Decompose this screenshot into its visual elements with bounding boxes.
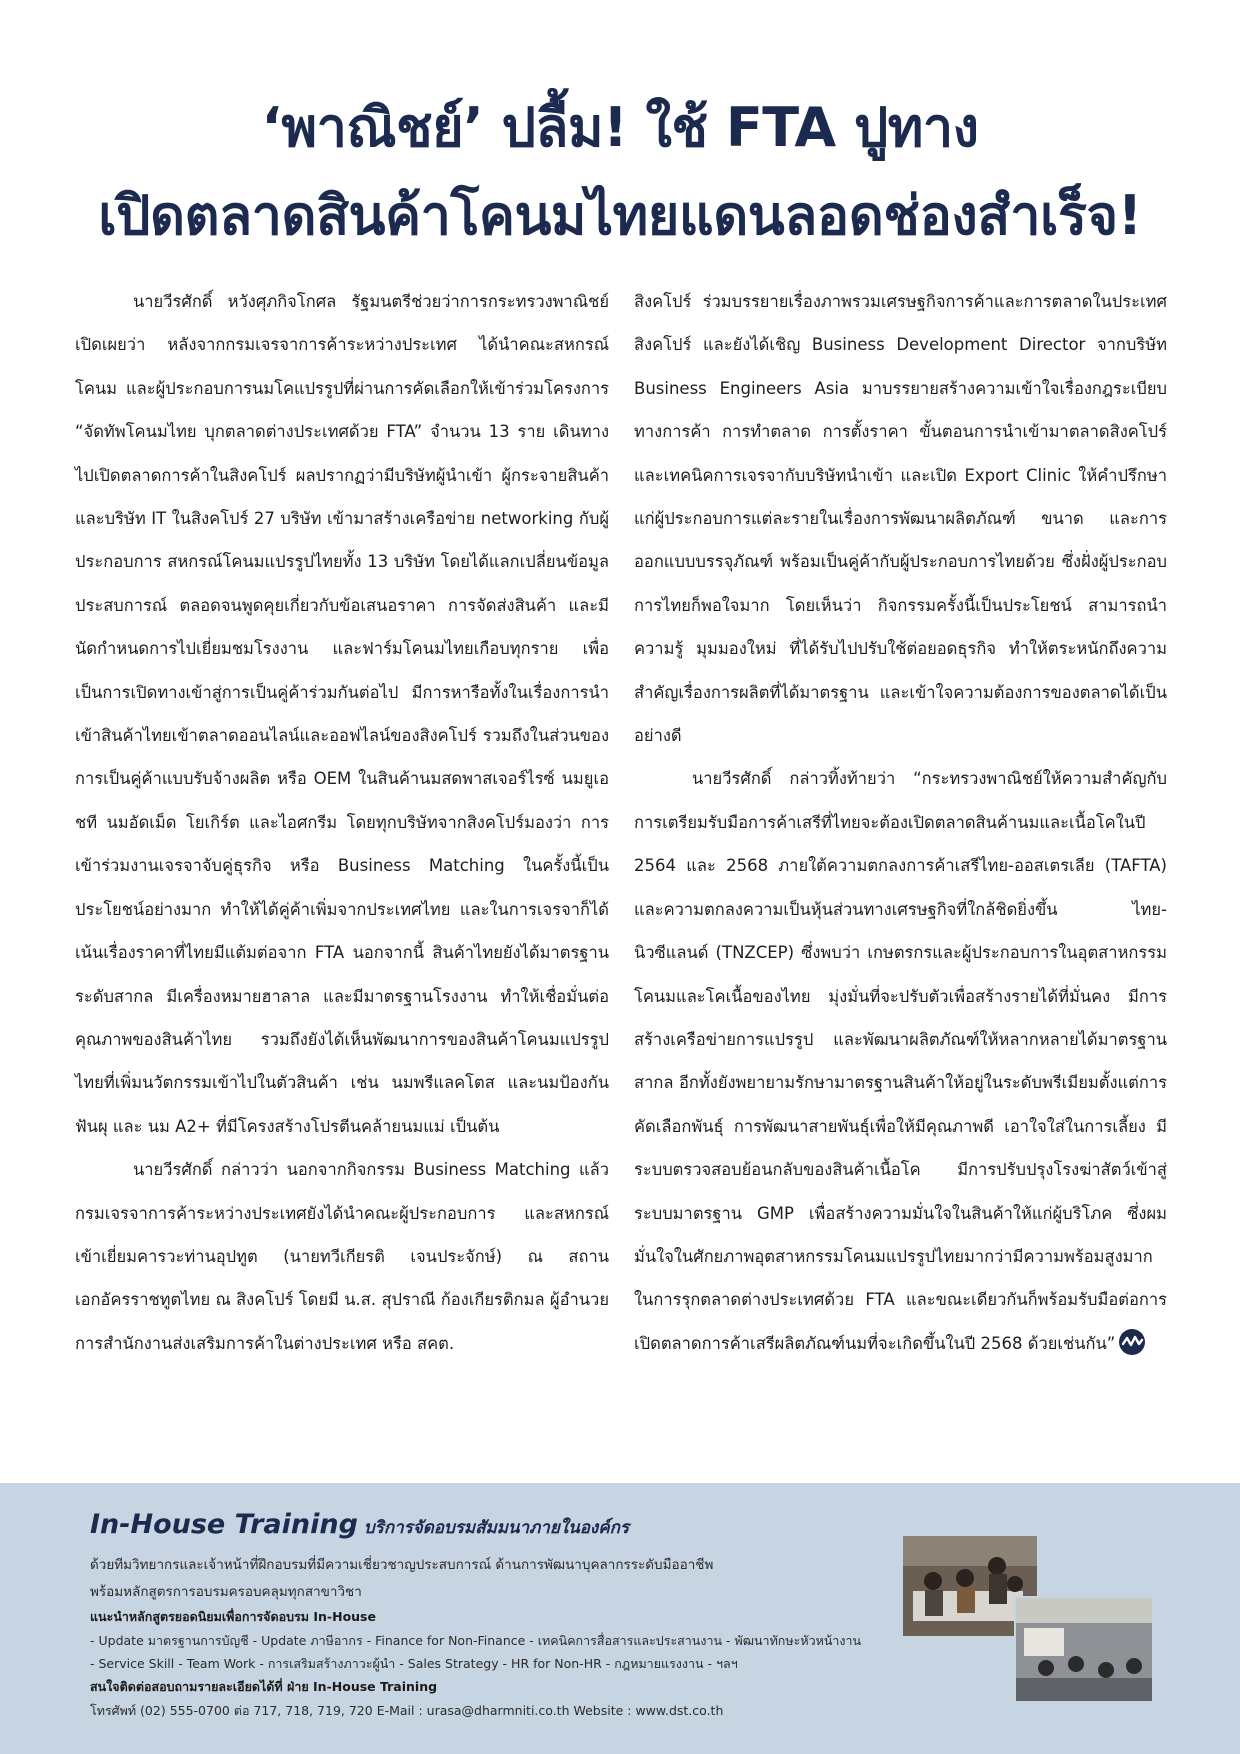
- title-line-2: เปิดตลาดสินค้าโคนมไทยแดนลอดช่องสำเร็จ!: [98, 184, 1142, 247]
- footer-contact-info: โทรศัพท์ (02) 555-0700 ต่อ 717, 718, 719, 720 E-Mail : urasa@dharmniti.co.th Website : www.dst.co.th: [90, 1703, 724, 1718]
- footer-heading: [90, 1509, 629, 1541]
- footer-description-1: ด้วยทีมวิทยากรและเจ้าหน้าที่ฝึกอบรมที่มีความเชี่ยวชาญประสบการณ์ ด้านการพัฒนาบุคลากรระดับมืออาชีพ: [90, 1557, 714, 1573]
- title-line-1: ‘พาณิชย์’ ปลื้ม! ใช้ FTA ปูทาง: [261, 96, 979, 159]
- article-column-left: [75, 280, 609, 1365]
- footer-tagline: บริการจัดอบรมสัมมนาภายในองค์กร: [363, 1518, 630, 1538]
- wave-logo-icon: [1119, 1329, 1145, 1355]
- article-column-right: [634, 280, 1167, 1365]
- footer-brand: In-House Training: [90, 1509, 358, 1540]
- footer-course-list-2: - Service Skill - Team Work - การเสริมสร้างภาวะผู้นำ - Sales Strategy - HR for Non-HR - กฎหมายแรงงาน - ฯลฯ: [90, 1656, 738, 1671]
- footer-recommend-heading: แนะนำหลักสูตรยอดนิยมเพื่อการจัดอบรม In-House: [90, 1609, 376, 1624]
- paragraph-3: [634, 757, 1167, 1365]
- footer-description-2: พร้อมหลักสูตรการอบรมครอบคลุมทุกสาขาวิชา: [90, 1584, 362, 1600]
- paragraph-2-part-2: สิงคโปร์ ร่วมบรรยายเรื่องภาพรวมเศรษฐกิจการค้าและการตลาดในประเทศสิงคโปร์ และยังได้เชิญ Business Development Director จากบริษัท Business Engineers Asia มาบรรยายสร้างความเข้าใจเรื่องกฎระเบียบทางการค้า การทำตลาด การตั้งราคา ขั้นตอนการนำเข้ามาตลาดสิงคโปร์ และเทคนิคการเจรจากับบริษัทนำเข้า และเปิด Export Clinic ให้คำปรึกษาแก่ผู้ประกอบการแต่ละรายในเรื่องการพัฒนาผลิตภัณฑ์ ขนาด และการออกแบบบรรจุภัณฑ์ พร้อมเป็นคู่ค้ากับผู้ประกอบการไทยด้วย ซึ่งฝั่งผู้ประกอบการไทยก็พอใจมาก โดยเห็นว่า กิจกรรมครั้งนี้เป็นประโยชน์ สามารถนำความรู้ มุมมองใหม่ ที่ได้รับไปปรับใช้ต่อยอดธุรกิจ ทำให้ตระหนักถึงความสำคัญเรื่องการผลิตที่ได้มาตรฐาน และเข้าใจความต้องการของตลาดได้เป็นอย่างดี: [634, 292, 1167, 746]
- article-title: [40, 84, 1200, 260]
- footer-banner: [0, 1483, 1240, 1754]
- paragraph-1: นายวีรศักดิ์ หวังศุภกิจโกศล รัฐมนตรีช่วยว่าการกระทรวงพาณิชย์ เปิดเผยว่า หลังจากกรมเจรจาการค้าระหว่างประเทศ ได้นำคณะสหกรณ์โคนม และผู้ประกอบการนมโคแปรรูปที่ผ่านการคัดเลือกให้เข้าร่วมโครงการ “จัดทัพโคนมไทย บุกตลาดต่างประเทศด้วย FTA” จำนวน 13 ราย เดินทางไปเปิดตลาดการค้าในสิงคโปร์ ผลปรากฏว่ามีบริษัทผู้นำเข้า ผู้กระจายสินค้า และบริษัท IT ในสิงคโปร์ 27 บริษัท เข้ามาสร้างเครือข่าย networking กับผู้ประกอบการ สหกรณ์โคนมแปรรูปไทยทั้ง 13 บริษัท โดยได้แลกเปลี่ยนข้อมูล ประสบการณ์ ตลอดจนพูดคุยเกี่ยวกับข้อเสนอราคา การจัดส่งสินค้า และมีนัดกำหนดการไปเยี่ยมชมโรงงาน และฟาร์มโคนมไทยเกือบทุกราย เพื่อเป็นการเปิดทางเข้าสู่การเป็นคู่ค้าร่วมกันต่อไป มีการหารือทั้งในเรื่องการนำเข้าสินค้าไทยเข้าตลาดออนไลน์และออฟไลน์ของสิงคโปร์ รวมถึงในส่วนของการเป็นคู่ค้าแบบรับจ้างผลิต หรือ OEM ในสินค้านมสดพาสเจอร์ไรซ์ นมยูเอชที นมอัดเม็ด โยเกิร์ต และไอศกรีม โดยทุกบริษัทจากสิงคโปร์มองว่า การเข้าร่วมงานเจรจาจับคู่ธุรกิจ หรือ Business Matching ในครั้งนี้เป็นประโยชน์อย่างมาก ทำให้ได้คู่ค้าเพิ่มจากประเทศไทย และในการเจรจาก็ได้เน้นเรื่องราคาที่ไทยมีแต้มต่อจาก FTA นอกจากนี้ สินค้าไทยยังได้มาตรฐานระดับสากล มีเครื่องหมายฮาลาล และมีมาตรฐานโรงงาน ทำให้เชื่อมั่นต่อคุณภาพของสินค้าไทย รวมถึงยังได้เห็นพัฒนาการของสินค้าโคนมแปรรูปไทยที่เพิ่มนวัตกรรมเข้าไปในตัวสินค้า เช่น นมพรีแลคโตส และนมป้องกันฟันผุ และ นม A2+ ที่มีโครงสร้างโปรตีนคล้ายนมแม่ เป็นต้น: [75, 292, 609, 1136]
- paragraph-3-text: นายวีรศักดิ์ กล่าวทิ้งท้ายว่า “กระทรวงพาณิชย์ให้ความสำคัญกับการเตรียมรับมือการค้าเสรีที่ไทยจะต้องเปิดตลาดสินค้านมและเนื้อโคในปี 2564 และ 2568 ภายใต้ความตกลงการค้าเสรีไทย-ออสเตรเลีย (TAFTA) และความตกลงความเป็นหุ้นส่วนทางเศรษฐกิจที่ใกล้ชิดยิ่งขึ้น ไทย-นิวซีแลนด์ (TNZCEP) ซึ่งพบว่า เกษตรกรและผู้ประกอบการในอุตสาหกรรมโคนมและโคเนื้อของไทย มุ่งมั่นที่จะปรับตัวเพื่อสร้างรายได้ที่มั่นคง มีการสร้างเครือข่ายการแปรรูป และพัฒนาผลิตภัณฑ์ให้หลากหลายได้มาตรฐานสากล อีกทั้งยังพยายามรักษามาตรฐานสินค้าให้อยู่ในระดับพรีเมียมตั้งแต่การคัดเลือกพันธุ์ การพัฒนาสายพันธุ์เพื่อให้มีคุณภาพดี เอาใจใส่ในการเลี้ยง มีระบบตรวจสอบย้อนกลับของสินค้าเนื้อโค มีการปรับปรุงโรงฆ่าสัตว์เข้าสู่ระบบมาตรฐาน GMP เพื่อสร้างความมั่นใจในสินค้าให้แก่ผู้บริโภค ซึ่งผมมั่นใจในศักยภาพอุตสาหกรรมโคนมแปรรูปไทยมากว่ามีความพร้อมสูงมากในการรุกตลาดต่างประเทศด้วย FTA และขณะเดียวกันก็พร้อมรับมือต่อการเปิดตลาดการค้าเสรีผลิตภัณฑ์นมที่จะเกิดขึ้นในปี 2568 ด้วยเช่นกัน”: [634, 769, 1167, 1353]
- paragraph-2-part-1: นายวีรศักดิ์ กล่าวว่า นอกจากกิจกรรม Business Matching แล้ว กรมเจรจาการค้าระหว่างประเทศยังได้นำคณะผู้ประกอบการ และสหกรณ์ เข้าเยี่ยมคารวะท่านอุปทูต (นายทวีเกียรติ เจนประจักษ์) ณ สถานเอกอัครราชทูตไทย ณ สิงคโปร์ โดยมี น.ส. สุปราณี ก้องเกียรติกมล ผู้อำนวยการสำนักงานส่งเสริมการค้าในต่างประเทศ หรือ สคต.: [75, 1160, 609, 1353]
- footer-course-list-1: - Update มาตรฐานการบัญชี - Update ภาษีอากร - Finance for Non-Finance - เทคนิคการสื่อสารและประสานงาน - พัฒนาทักษะหัวหน้างาน: [90, 1633, 862, 1648]
- training-photo-2: [1014, 1596, 1154, 1703]
- footer-contact-heading: สนใจติดต่อสอบถามรายละเอียดได้ที่ ฝ่าย In-House Training: [90, 1679, 438, 1694]
